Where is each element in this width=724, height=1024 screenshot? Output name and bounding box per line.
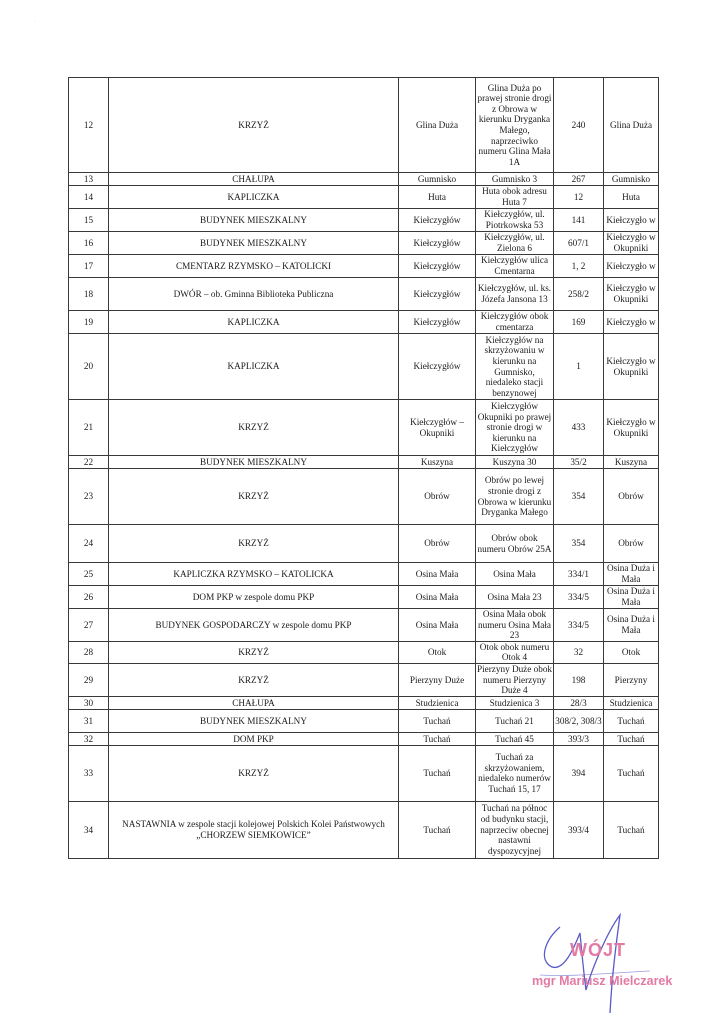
precinct-cell: Tuchań <box>604 709 659 732</box>
plot-number-cell: 1, 2 <box>554 255 604 278</box>
table-row <box>69 456 659 469</box>
plot-number-cell: 394 <box>554 745 604 801</box>
lp-cell: 15 <box>69 209 109 232</box>
address-cell: Tuchań za skrzyżowaniem, niedaleko numerów Tuchań 15, 17 <box>476 745 554 801</box>
lp-cell: 24 <box>69 525 109 563</box>
lp-cell: 27 <box>69 609 109 642</box>
lp-cell: 23 <box>69 469 109 525</box>
precinct-cell: Obrów <box>604 525 659 563</box>
locality-cell: Kiełczygłów <box>399 334 476 400</box>
name-cell: KRZYŻ <box>109 525 399 563</box>
address-cell: Kiełczygłów, ul. Zielona 6 <box>476 232 554 255</box>
name-cell: NASTAWNIA w zespole stacji kolejowej Polskich Kolei Państwowych „CHORZEW SIEMKOWICE” <box>109 801 399 858</box>
lp-cell: 32 <box>69 732 109 745</box>
name-cell: KAPLICZKA <box>109 334 399 400</box>
locality-cell: Kiełczygłów <box>399 311 476 334</box>
precinct-cell: Obrów <box>604 469 659 525</box>
plot-number-cell: 141 <box>554 209 604 232</box>
precinct-cell: Osina Duża i Mała <box>604 609 659 642</box>
locality-cell: Kiełczygłów <box>399 209 476 232</box>
locality-cell: Huta <box>399 186 476 209</box>
table-row <box>69 209 659 232</box>
address-cell: Kiełczygłów Okupniki po prawej stronie drogi w kierunku na Kiełczygłów <box>476 400 554 456</box>
lp-cell: 13 <box>69 173 109 186</box>
lp-cell: 29 <box>69 663 109 696</box>
precinct-cell: Kiełczygło w <box>604 255 659 278</box>
table-row <box>69 255 659 278</box>
name-cell: KRZYŻ <box>109 641 399 663</box>
precinct-cell: Pierzyny <box>604 663 659 696</box>
locality-cell: Otok <box>399 641 476 663</box>
name-cell: KAPLICZKA <box>109 186 399 209</box>
address-cell: Glina Duża po prawej stronie drogi z Obrowa w kierunku Dryganka Małego, naprzeciwko numeru Glina Mała 1A <box>476 78 554 173</box>
table-row <box>69 801 659 858</box>
address-cell: Gumnisko 3 <box>476 173 554 186</box>
table-row <box>69 278 659 311</box>
name-cell: DOM PKP <box>109 732 399 745</box>
address-cell: Tuchań na północ od budynku stacji, naprzeciw obecnej nastawni dyspozycyjnej <box>476 801 554 858</box>
locality-cell: Pierzyny Duże <box>399 663 476 696</box>
precinct-cell: Osina Duża i Mała <box>604 563 659 586</box>
name-cell: KRZYŻ <box>109 78 399 173</box>
precinct-cell: Kiełczygło w Okupniki <box>604 278 659 311</box>
lp-cell: 33 <box>69 745 109 801</box>
name-cell: KRZYŻ <box>109 469 399 525</box>
address-cell: Huta obok adresu Huta 7 <box>476 186 554 209</box>
locality-cell: Tuchań <box>399 801 476 858</box>
monument-register-table <box>68 77 659 859</box>
plot-number-cell: 334/5 <box>554 609 604 642</box>
name-cell: KRZYŻ <box>109 745 399 801</box>
locality-cell: Obrów <box>399 525 476 563</box>
precinct-cell: Osina Duża i Mała <box>604 586 659 609</box>
locality-cell: Kuszyna <box>399 456 476 469</box>
table-row <box>69 732 659 745</box>
lp-cell: 21 <box>69 400 109 456</box>
precinct-cell: Tuchań <box>604 745 659 801</box>
lp-cell: 26 <box>69 586 109 609</box>
plot-number-cell: 258/2 <box>554 278 604 311</box>
plot-number-cell: 1 <box>554 334 604 400</box>
precinct-cell: Otok <box>604 641 659 663</box>
table-row <box>69 745 659 801</box>
plot-number-cell: 28/3 <box>554 696 604 709</box>
table-row <box>69 334 659 400</box>
lp-cell: 12 <box>69 78 109 173</box>
locality-cell: Kiełczygłów <box>399 278 476 311</box>
locality-cell: Kiełczygłów <box>399 232 476 255</box>
precinct-cell: Kiełczygło w Okupniki <box>604 334 659 400</box>
address-cell: Studzienica 3 <box>476 696 554 709</box>
precinct-cell: Kiełczygło w Okupniki <box>604 232 659 255</box>
signature-name: mgr Mariusz Mielczarek <box>532 974 673 988</box>
name-cell: DOM PKP w zespole domu PKP <box>109 586 399 609</box>
plot-number-cell: 32 <box>554 641 604 663</box>
address-cell: Osina Mała obok numeru Osina Mała 23 <box>476 609 554 642</box>
lp-cell: 25 <box>69 563 109 586</box>
lp-cell: 17 <box>69 255 109 278</box>
table-row <box>69 641 659 663</box>
lp-cell: 20 <box>69 334 109 400</box>
plot-number-cell: 433 <box>554 400 604 456</box>
address-cell: Kiełczygłów ulica Cmentarna <box>476 255 554 278</box>
address-cell: Kiełczygłów na skrzyżowaniu w kierunku na Gumnisko, niedaleko stacji benzynowej <box>476 334 554 400</box>
address-cell: Osina Mała 23 <box>476 586 554 609</box>
lp-cell: 19 <box>69 311 109 334</box>
lp-cell: 31 <box>69 709 109 732</box>
plot-number-cell: 198 <box>554 663 604 696</box>
name-cell: KAPLICZKA RZYMSKO – KATOLICKA <box>109 563 399 586</box>
lp-cell: 16 <box>69 232 109 255</box>
table-row <box>69 696 659 709</box>
name-cell: BUDYNEK MIESZKALNY <box>109 209 399 232</box>
name-cell: BUDYNEK MIESZKALNY <box>109 709 399 732</box>
signature-title: WÓJT <box>570 940 626 960</box>
address-cell: Kiełczygłów obok cmentarza <box>476 311 554 334</box>
table-row <box>69 663 659 696</box>
plot-number-cell: 240 <box>554 78 604 173</box>
plot-number-cell: 354 <box>554 469 604 525</box>
plot-number-cell: 308/2, 308/3 <box>554 709 604 732</box>
precinct-cell: Kiełczygło w <box>604 311 659 334</box>
address-cell: Obrów obok numeru Obrów 25A <box>476 525 554 563</box>
precinct-cell: Gumnisko <box>604 173 659 186</box>
plot-number-cell: 354 <box>554 525 604 563</box>
table-row <box>69 525 659 563</box>
locality-cell: Tuchań <box>399 709 476 732</box>
locality-cell: Tuchań <box>399 745 476 801</box>
table-row <box>69 311 659 334</box>
address-cell: Tuchań 21 <box>476 709 554 732</box>
locality-cell: Osina Mała <box>399 609 476 642</box>
name-cell: BUDYNEK MIESZKALNY <box>109 456 399 469</box>
plot-number-cell: 393/3 <box>554 732 604 745</box>
plot-number-cell: 334/1 <box>554 563 604 586</box>
locality-cell: Glina Duża <box>399 78 476 173</box>
address-cell: Kuszyna 30 <box>476 456 554 469</box>
address-cell: Kiełczygłów, ul. Piotrkowska 53 <box>476 209 554 232</box>
precinct-cell: Tuchań <box>604 801 659 858</box>
lp-cell: 18 <box>69 278 109 311</box>
locality-cell: Osina Mała <box>399 586 476 609</box>
plot-number-cell: 334/5 <box>554 586 604 609</box>
address-cell: Kiełczygłów, ul. ks. Józefa Jansona 13 <box>476 278 554 311</box>
locality-cell: Gumnisko <box>399 173 476 186</box>
address-cell: Osina Mała <box>476 563 554 586</box>
lp-cell: 30 <box>69 696 109 709</box>
plot-number-cell: 12 <box>554 186 604 209</box>
name-cell: DWÓR – ob. Gminna Biblioteka Publiczna <box>109 278 399 311</box>
plot-number-cell: 393/4 <box>554 801 604 858</box>
name-cell: BUDYNEK MIESZKALNY <box>109 232 399 255</box>
address-cell: Obrów po lewej stronie drogi z Obrowa w kierunku Dryganka Małego <box>476 469 554 525</box>
locality-cell: Osina Mała <box>399 563 476 586</box>
lp-cell: 34 <box>69 801 109 858</box>
locality-cell: Kiełczygłów <box>399 255 476 278</box>
plot-number-cell: 169 <box>554 311 604 334</box>
table-row <box>69 709 659 732</box>
table-row <box>69 400 659 456</box>
table-body <box>69 78 659 859</box>
table-row <box>69 173 659 186</box>
table-row <box>69 609 659 642</box>
precinct-cell: Kuszyna <box>604 456 659 469</box>
table-row <box>69 78 659 173</box>
lp-cell: 14 <box>69 186 109 209</box>
name-cell: KAPLICZKA <box>109 311 399 334</box>
plot-number-cell: 607/1 <box>554 232 604 255</box>
table-row <box>69 232 659 255</box>
precinct-cell: Kiełczygło w Okupniki <box>604 400 659 456</box>
signature-scribble-icon <box>520 905 673 1020</box>
precinct-cell: Studzienica <box>604 696 659 709</box>
name-cell: KRZYŻ <box>109 663 399 696</box>
locality-cell: Obrów <box>399 469 476 525</box>
table-row <box>69 469 659 525</box>
precinct-cell: Tuchań <box>604 732 659 745</box>
address-cell: Tuchań 45 <box>476 732 554 745</box>
table-row <box>69 186 659 209</box>
locality-cell: Studzienica <box>399 696 476 709</box>
locality-cell: Tuchań <box>399 732 476 745</box>
name-cell: CHAŁUPA <box>109 173 399 186</box>
scan-artifact: · <box>34 19 36 25</box>
precinct-cell: Glina Duża <box>604 78 659 173</box>
name-cell: CMENTARZ RZYMSKO – KATOLICKI <box>109 255 399 278</box>
name-cell: CHAŁUPA <box>109 696 399 709</box>
address-cell: Otok obok numeru Otok 4 <box>476 641 554 663</box>
table-row <box>69 586 659 609</box>
precinct-cell: Huta <box>604 186 659 209</box>
address-cell: Pierzyny Duże obok numeru Pierzyny Duże 4 <box>477 664 553 696</box>
precinct-cell: Kiełczygło w <box>604 209 659 232</box>
table-row <box>69 563 659 586</box>
lp-cell: 22 <box>69 456 109 469</box>
plot-number-cell: 35/2 <box>554 456 604 469</box>
name-cell: BUDYNEK GOSPODARCZY w zespole domu PKP <box>109 609 399 642</box>
name-cell: KRZYŻ <box>109 400 399 456</box>
locality-cell: Kiełczygłów – Okupniki <box>399 400 476 456</box>
plot-number-cell: 267 <box>554 173 604 186</box>
lp-cell: 28 <box>69 641 109 663</box>
